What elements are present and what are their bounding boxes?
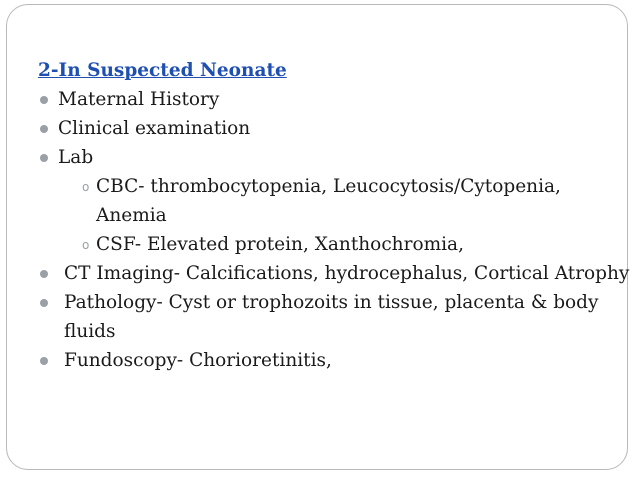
bullet-item-fundoscopy: [38, 346, 633, 375]
bullet-item-clinical-examination: [38, 114, 633, 143]
bullet-dot-icon: [40, 270, 48, 278]
circle-marker-icon: o: [82, 238, 90, 252]
bullet-text: Fundoscopy- Chorioretinitis,: [64, 350, 332, 371]
sub-item-text: CBC- thrombocytopenia, Leucocytosis/Cytopenia, Anemia: [96, 176, 561, 226]
bullet-text: CT Imaging- Calcifications, hydrocephalus, Cortical Atrophy: [64, 263, 630, 284]
bullet-text: Pathology- Cyst or trophozoits in tissue, placenta & body fluids: [64, 292, 599, 342]
bullet-text: Clinical examination: [58, 118, 251, 139]
bullet-dot-icon: [40, 357, 48, 365]
bullet-item-lab: [38, 143, 633, 172]
bullet-item-ct-imaging: [38, 259, 633, 288]
slide-heading: 2-In Suspected Neonate: [38, 60, 287, 81]
sub-item-cbc: [38, 172, 596, 230]
bullet-item-pathology: [38, 288, 599, 346]
bullet-text: Maternal History: [58, 89, 220, 110]
sub-item-text: CSF- Elevated protein, Xanthochromia,: [96, 234, 464, 255]
bullet-dot-icon: [40, 125, 48, 133]
bullet-item-maternal-history: [38, 85, 633, 114]
bullet-dot-icon: [40, 299, 48, 307]
sub-item-csf: [38, 230, 596, 259]
bullet-text: Lab: [58, 147, 94, 168]
bullet-dot-icon: [40, 96, 48, 104]
slide-content: [38, 56, 633, 375]
circle-marker-icon: o: [82, 180, 90, 194]
bullet-dot-icon: [40, 154, 48, 162]
